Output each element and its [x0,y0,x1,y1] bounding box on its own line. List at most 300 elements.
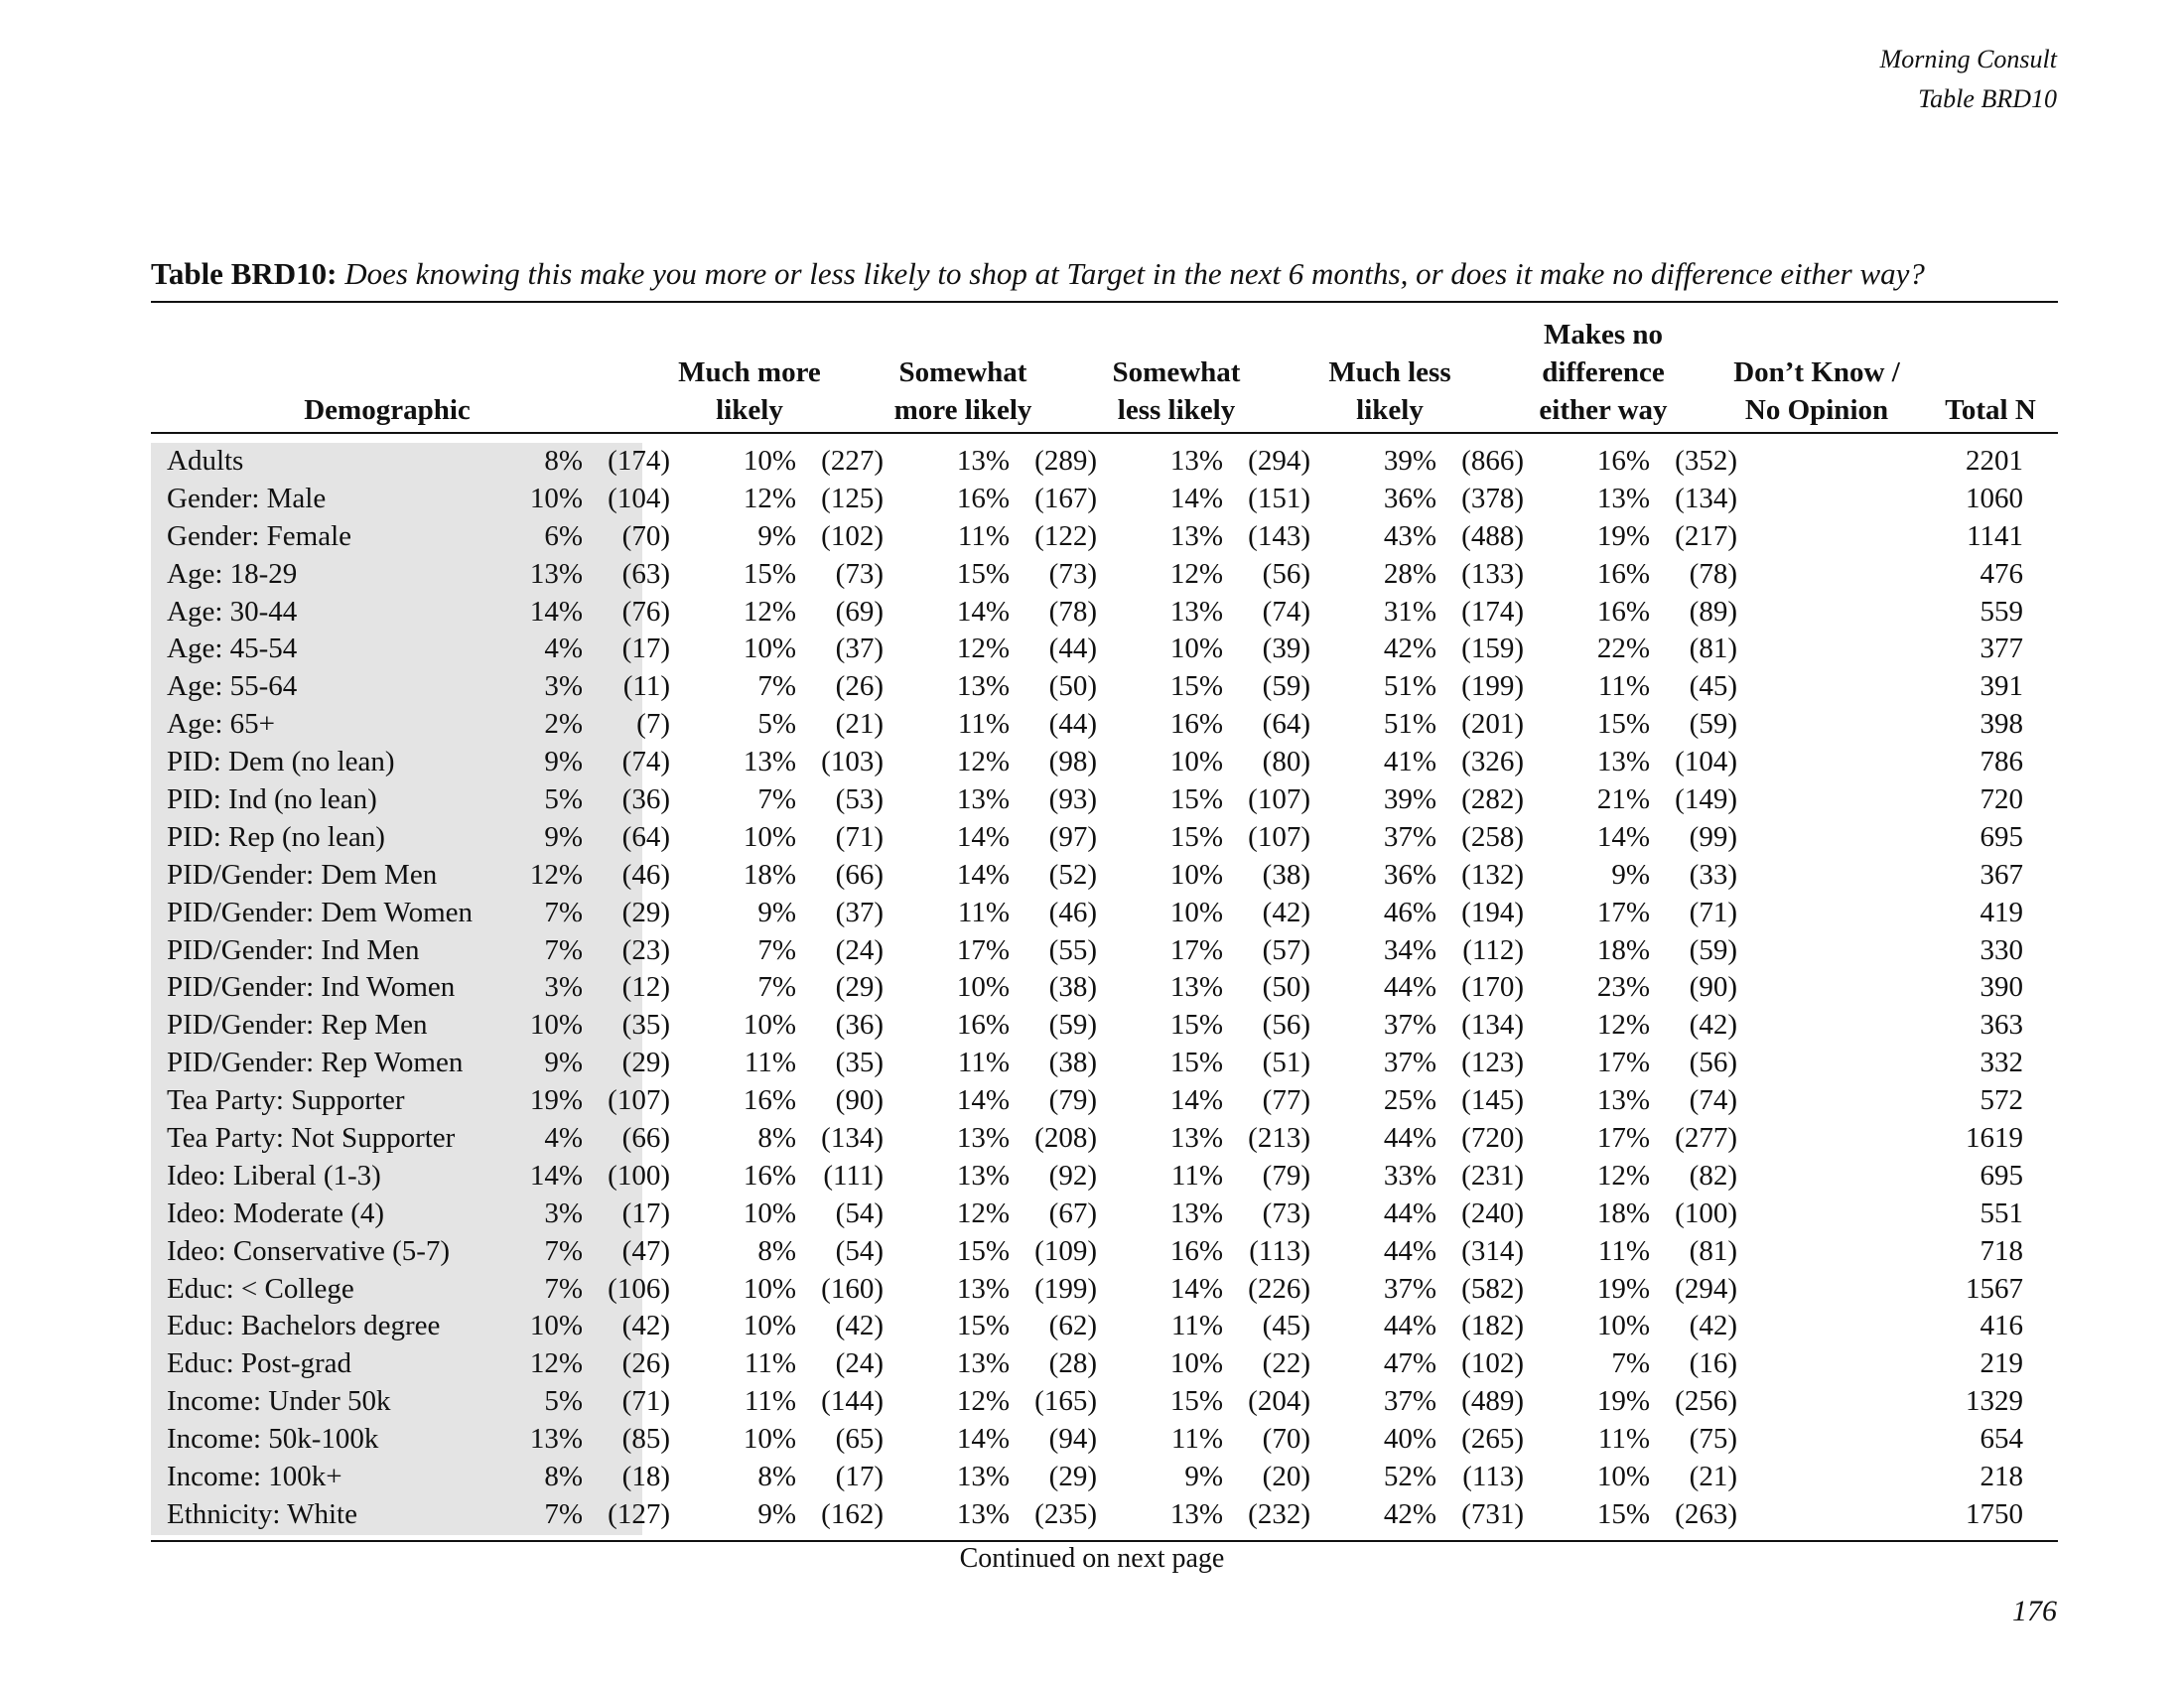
cell-percent: 12% [956,746,1010,778]
cell-count: (227) [821,445,884,477]
cell-percent: 14% [956,858,1010,891]
cell-count: (106) [608,1272,670,1305]
cell-count: (104) [608,482,670,514]
cell-count: (38) [1262,858,1310,891]
row-label: PID/Gender: Dem Women [167,896,474,928]
cell-percent: 23% [1596,971,1650,1004]
cell-percent: 15% [1169,1047,1223,1079]
cell-count: (35) [621,1009,670,1042]
cell-percent: 7% [757,783,796,816]
cell-percent: 10% [1169,858,1223,891]
cell-percent: 13% [1169,1122,1223,1155]
publisher-name: Morning Consult [1879,45,2057,73]
column-header-line: likely [716,394,783,426]
cell-percent: 10% [743,1272,796,1305]
cell-percent: 16% [1596,595,1650,628]
cell-percent: 13% [956,1497,1010,1530]
cell-count: (78) [1048,595,1097,628]
cell-count: (71) [835,820,884,853]
cell-percent: 18% [1596,933,1650,966]
cell-count: (97) [1048,820,1097,853]
cell-percent: 15% [1169,1385,1223,1418]
cell-percent: 36% [1383,482,1436,514]
cell-count: (194) [1461,896,1524,928]
page-header [1880,40,2057,119]
cell-percent: 3% [544,971,583,1004]
cell-percent: 17% [1596,1122,1650,1155]
cell-percent: 7% [757,933,796,966]
cell-percent: 10% [1169,633,1223,665]
cell-percent: 10% [743,1310,796,1342]
cell-count: (143) [1248,519,1310,552]
cell-percent: 8% [757,1122,796,1155]
cell-total: 330 [1979,933,2023,966]
cell-total: 1329 [1966,1385,2023,1418]
column-header-5 [1499,312,1707,429]
cell-total: 476 [1979,557,2023,590]
cell-percent: 11% [1597,1423,1650,1456]
cell-count: (107) [608,1084,670,1117]
column-header-line: Somewhat [898,356,1027,388]
cell-count: (107) [1248,820,1310,853]
row-label: Educ: < College [167,1272,354,1305]
cell-count: (79) [1262,1159,1310,1192]
cell-percent: 11% [957,896,1010,928]
cell-count: (64) [1262,708,1310,741]
cell-count: (50) [1048,670,1097,703]
cell-percent: 37% [1383,1272,1436,1305]
cell-count: (73) [1048,557,1097,590]
cell-percent: 11% [744,1347,796,1380]
cell-total: 367 [1979,858,2023,891]
cell-count: (226) [1248,1272,1310,1305]
table-row [151,631,2058,668]
cell-total: 332 [1979,1047,2023,1079]
cell-percent: 5% [544,1385,583,1418]
cell-percent: 40% [1383,1423,1436,1456]
cell-percent: 43% [1383,519,1436,552]
cell-percent: 13% [1169,1497,1223,1530]
table-row [151,1196,2058,1233]
cell-count: (102) [1461,1347,1524,1380]
cell-count: (45) [1689,670,1737,703]
cell-count: (134) [821,1122,884,1155]
row-label: Income: 100k+ [167,1461,342,1493]
cell-count: (59) [1262,670,1310,703]
cell-count: (93) [1048,783,1097,816]
cell-percent: 15% [1169,820,1223,853]
cell-percent: 3% [544,1196,583,1229]
row-label: PID/Gender: Rep Women [167,1047,464,1079]
cell-percent: 19% [529,1084,583,1117]
cell-count: (100) [608,1159,670,1192]
cell-count: (85) [621,1423,670,1456]
cell-percent: 19% [1596,1385,1650,1418]
cell-percent: 13% [956,1122,1010,1155]
row-label: PID: Dem (no lean) [167,746,395,778]
cell-percent: 39% [1383,445,1436,477]
cell-percent: 39% [1383,783,1436,816]
cell-percent: 14% [956,820,1010,853]
cell-count: (39) [1262,633,1310,665]
table-row [151,1308,2058,1345]
cell-count: (294) [1248,445,1310,477]
cell-percent: 12% [1169,557,1223,590]
cell-percent: 31% [1383,595,1436,628]
cell-count: (89) [1689,595,1737,628]
cell-count: (28) [1048,1347,1097,1380]
cell-count: (57) [1262,933,1310,966]
cell-count: (21) [835,708,884,741]
row-label: Tea Party: Supporter [167,1084,405,1117]
column-header-line: difference [1542,356,1665,388]
cell-count: (77) [1262,1084,1310,1117]
cell-count: (134) [1461,1009,1524,1042]
cell-count: (199) [1461,670,1524,703]
cell-percent: 8% [544,445,583,477]
cell-count: (134) [1675,482,1737,514]
cell-count: (204) [1248,1385,1310,1418]
cell-percent: 21% [1596,783,1650,816]
cell-count: (582) [1461,1272,1524,1305]
row-label: Income: Under 50k [167,1385,391,1418]
cell-percent: 12% [956,1196,1010,1229]
cell-count: (59) [1048,1009,1097,1042]
cell-total: 416 [1979,1310,2023,1342]
cell-percent: 19% [1596,519,1650,552]
cell-percent: 10% [1169,746,1223,778]
table-row [151,1233,2058,1271]
cell-count: (42) [1262,896,1310,928]
cell-count: (78) [1689,557,1737,590]
cell-percent: 8% [544,1461,583,1493]
cell-percent: 47% [1383,1347,1436,1380]
table-row [151,744,2058,781]
cell-count: (866) [1461,445,1524,477]
cell-count: (217) [1675,519,1737,552]
column-header-4 [1286,312,1494,429]
cell-percent: 11% [957,519,1010,552]
cell-percent: 18% [743,858,796,891]
cell-count: (29) [835,971,884,1004]
cell-count: (90) [835,1084,884,1117]
cell-percent: 18% [1596,1196,1650,1229]
cell-count: (720) [1461,1122,1524,1155]
cell-count: (125) [821,482,884,514]
cell-percent: 44% [1383,1122,1436,1155]
row-label: Gender: Male [167,482,327,514]
cell-percent: 17% [1596,1047,1650,1079]
cell-total: 363 [1979,1009,2023,1042]
cell-percent: 10% [529,1009,583,1042]
cell-count: (174) [1461,595,1524,628]
cell-count: (90) [1689,971,1737,1004]
cell-percent: 11% [1597,1234,1650,1267]
cell-count: (208) [1034,1122,1097,1155]
table-id: Table BRD10 [1918,84,2057,113]
cell-percent: 11% [744,1385,796,1418]
cell-count: (63) [621,557,670,590]
cell-count: (160) [821,1272,884,1305]
cell-count: (81) [1689,633,1737,665]
cell-count: (46) [1048,896,1097,928]
continued-note: Continued on next page [959,1543,1225,1574]
top-rule [151,301,2058,303]
cell-count: (64) [621,820,670,853]
cell-count: (16) [1689,1347,1737,1380]
cell-count: (22) [1262,1347,1310,1380]
cell-percent: 10% [1169,896,1223,928]
row-label: Ideo: Liberal (1-3) [167,1159,381,1192]
cell-percent: 10% [743,820,796,853]
table-title [151,256,2057,292]
cell-count: (102) [821,519,884,552]
cell-count: (51) [1262,1047,1310,1079]
cell-percent: 9% [1184,1461,1223,1493]
cell-count: (149) [1675,783,1737,816]
cell-count: (21) [1689,1461,1737,1493]
cell-count: (289) [1034,445,1097,477]
cell-total: 786 [1979,746,2023,778]
cell-percent: 22% [1596,633,1650,665]
column-header-2 [859,312,1067,429]
column-header-line: less likely [1117,394,1236,426]
cell-percent: 13% [743,746,796,778]
cell-count: (75) [1689,1423,1737,1456]
cell-count: (100) [1675,1196,1737,1229]
cell-percent: 13% [1596,482,1650,514]
table-row [151,1082,2058,1120]
cell-count: (44) [1048,633,1097,665]
row-label: Age: 45-54 [167,633,298,665]
column-header-line: more likely [893,394,1032,426]
row-label: Age: 18-29 [167,557,298,590]
cell-count: (326) [1461,746,1524,778]
cell-percent: 3% [544,670,583,703]
cell-percent: 13% [956,1159,1010,1192]
cell-count: (133) [1461,557,1524,590]
row-label: PID: Ind (no lean) [167,783,377,816]
cell-percent: 37% [1383,1047,1436,1079]
cell-percent: 15% [956,1234,1010,1267]
cell-count: (132) [1461,858,1524,891]
cell-percent: 13% [956,670,1010,703]
cell-percent: 10% [529,482,583,514]
cell-count: (165) [1034,1385,1097,1418]
row-label: Tea Party: Not Supporter [167,1122,456,1155]
cell-percent: 14% [1596,820,1650,853]
cell-count: (26) [621,1347,670,1380]
cell-percent: 5% [544,783,583,816]
cell-percent: 28% [1383,557,1436,590]
cell-count: (17) [621,1196,670,1229]
cell-count: (65) [835,1423,884,1456]
row-label: Age: 55-64 [167,670,298,703]
cell-percent: 12% [956,1385,1010,1418]
cell-total: 559 [1979,595,2023,628]
cell-count: (82) [1689,1159,1737,1192]
cell-count: (50) [1262,971,1310,1004]
cell-count: (113) [1249,1234,1310,1267]
cell-count: (127) [608,1497,670,1530]
cell-count: (17) [835,1461,884,1493]
cell-percent: 10% [529,1310,583,1342]
cell-count: (7) [636,708,670,741]
table-row [151,1045,2058,1082]
cell-count: (24) [835,1347,884,1380]
cell-percent: 9% [1611,858,1650,891]
table-row [151,932,2058,970]
cell-count: (44) [1048,708,1097,741]
cell-count: (109) [1034,1234,1097,1267]
cell-percent: 37% [1383,820,1436,853]
cell-percent: 13% [529,557,583,590]
cell-count: (20) [1262,1461,1310,1493]
cell-count: (37) [835,896,884,928]
cell-count: (23) [621,933,670,966]
cell-total: 695 [1979,820,2023,853]
cell-percent: 15% [1596,708,1650,741]
cell-percent: 14% [1169,482,1223,514]
column-header-6 [1712,312,1921,429]
cell-percent: 15% [1169,783,1223,816]
cell-percent: 7% [544,1497,583,1530]
cell-count: (201) [1461,708,1524,741]
cell-count: (52) [1048,858,1097,891]
cell-percent: 15% [1596,1497,1650,1530]
cell-count: (144) [821,1385,884,1418]
cell-count: (29) [621,1047,670,1079]
cell-count: (258) [1461,820,1524,853]
cell-count: (73) [1262,1196,1310,1229]
cell-percent: 15% [1169,1009,1223,1042]
cell-percent: 10% [743,1009,796,1042]
cell-percent: 12% [1596,1159,1650,1192]
cell-percent: 11% [744,1047,796,1079]
cell-percent: 41% [1383,746,1436,778]
table-row [151,481,2058,518]
cell-count: (11) [622,670,670,703]
column-header-line: Total N [1945,394,2036,426]
row-label: Ideo: Moderate (4) [167,1196,385,1229]
cell-count: (24) [835,933,884,966]
cell-count: (55) [1048,933,1097,966]
cell-count: (45) [1262,1310,1310,1342]
cell-count: (265) [1461,1423,1524,1456]
cell-percent: 14% [956,1423,1010,1456]
cell-percent: 9% [544,820,583,853]
cell-count: (76) [621,595,670,628]
cell-count: (71) [1689,896,1737,928]
cell-percent: 5% [757,708,796,741]
cell-percent: 9% [544,746,583,778]
column-header-line: Demographic [304,394,471,426]
cell-count: (378) [1461,482,1524,514]
page-number: 176 [2012,1595,2057,1627]
cell-count: (170) [1461,971,1524,1004]
table-row [151,1345,2058,1383]
table-row [151,1421,2058,1459]
cell-percent: 17% [1169,933,1223,966]
cell-count: (56) [1262,1009,1310,1042]
table-row [151,781,2058,819]
cell-total: 218 [1979,1461,2023,1493]
row-label: Ideo: Conservative (5-7) [167,1234,451,1267]
cell-percent: 7% [544,896,583,928]
cell-count: (104) [1675,746,1737,778]
cell-percent: 11% [957,1047,1010,1079]
cell-total: 572 [1979,1084,2023,1117]
cell-percent: 16% [1596,557,1650,590]
cell-percent: 17% [1596,896,1650,928]
row-label: Income: 50k-100k [167,1423,379,1456]
cell-percent: 11% [1170,1423,1223,1456]
cell-count: (59) [1689,708,1737,741]
cell-count: (62) [1048,1310,1097,1342]
cell-count: (29) [1048,1461,1097,1493]
cell-count: (42) [621,1310,670,1342]
cell-percent: 16% [743,1159,796,1192]
cell-count: (103) [821,746,884,778]
cell-percent: 13% [956,1347,1010,1380]
cell-percent: 10% [743,445,796,477]
cell-percent: 13% [956,1272,1010,1305]
cell-count: (162) [821,1497,884,1530]
cell-percent: 15% [956,1310,1010,1342]
cell-count: (263) [1675,1497,1737,1530]
cell-percent: 25% [1383,1084,1436,1117]
cell-count: (240) [1461,1196,1524,1229]
table-row [151,1271,2058,1309]
cell-count: (74) [1262,595,1310,628]
cell-percent: 11% [1170,1310,1223,1342]
table-row [151,668,2058,706]
cell-percent: 16% [956,482,1010,514]
cell-percent: 12% [1596,1009,1650,1042]
cell-count: (42) [1689,1009,1737,1042]
cell-percent: 51% [1383,670,1436,703]
cell-total: 1567 [1966,1272,2023,1305]
column-header-0 [179,312,596,429]
cell-total: 654 [1979,1423,2023,1456]
table-question: Does knowing this make you more or less likely to shop at Target in the next 6 months, or does it make no difference either way? [344,256,1925,291]
cell-percent: 8% [757,1234,796,1267]
cell-percent: 7% [544,1234,583,1267]
column-header-1 [645,312,854,429]
cell-count: (12) [621,971,670,1004]
cell-count: (232) [1248,1497,1310,1530]
cell-percent: 51% [1383,708,1436,741]
cell-count: (66) [835,858,884,891]
cell-percent: 12% [529,858,583,891]
cell-count: (277) [1675,1122,1737,1155]
cell-count: (17) [621,633,670,665]
cell-count: (122) [1034,519,1097,552]
cell-percent: 37% [1383,1385,1436,1418]
cell-count: (489) [1461,1385,1524,1418]
cell-percent: 13% [1596,1084,1650,1117]
cell-count: (73) [835,557,884,590]
cell-count: (314) [1461,1234,1524,1267]
cell-percent: 36% [1383,858,1436,891]
cell-count: (56) [1689,1047,1737,1079]
cell-percent: 10% [1596,1461,1650,1493]
column-header-line: No Opinion [1744,394,1889,426]
row-label: PID/Gender: Rep Men [167,1009,428,1042]
cell-percent: 9% [757,896,796,928]
cell-percent: 6% [544,519,583,552]
cell-count: (151) [1248,482,1310,514]
